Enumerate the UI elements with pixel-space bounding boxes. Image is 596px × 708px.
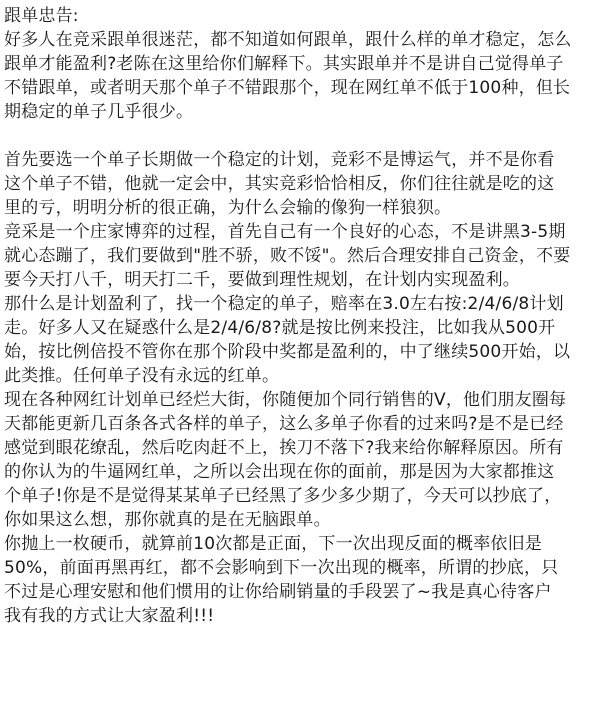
paragraph-6-line-1: 你抛上一枚硬币，就算前10次都是正面，下一次出现反面的概率依旧是 <box>4 534 543 554</box>
paragraph-6-line-3: 不过是心理安慰和他们惯用的让你给刷销量的手段罢了~我是真心待客户 <box>4 582 552 602</box>
paragraph-4-line-4: 此类推。任何单子没有永远的红单。 <box>4 366 280 386</box>
document-title: 跟单忠告: <box>4 6 79 26</box>
paragraph-4-line-1: 那什么是计划盈利了，找一个稳定的单子，赔率在3.0左右按:2/4/6/8计划 <box>4 294 564 314</box>
paragraph-5-line-2: 天都能更新几百条各式各样的单子，这么多单子你看的过来吗?是不是已经 <box>4 414 564 434</box>
paragraph-2-line-2: 这个单子不错，他就一定会中，其实竞彩恰恰相反，你们往往就是吃的这 <box>4 174 555 194</box>
paragraph-1-line-3: 不错跟单，或者明天那个单子不错跟那个，现在网红单不低于100种，但长 <box>4 78 571 98</box>
paragraph-5-line-3: 感觉到眼花缭乱，然后吃肉赶不上，挨刀不落下?我来给你解释原因。所有 <box>4 438 564 458</box>
paragraph-6-line-4: 我有我的方式让大家盈利!!! <box>4 606 215 626</box>
paragraph-2-line-3: 里的亏，明明分析的很正确，为什么会输的像狗一样狼狈。 <box>4 198 452 218</box>
paragraph-3-line-3: 要今天打八千，明天打二千，要做到理性规划，在计划内实现盈利。 <box>4 270 520 290</box>
paragraph-4-line-2: 走。好多人又在疑惑什么是2/4/6/8?就是按比例来投注，比如我从500开 <box>4 318 556 338</box>
paragraph-4-line-3: 始，按比例倍投不管你在那个阶段中奖都是盈利的，中了继续500开始，以 <box>4 342 571 362</box>
paragraph-3-line-2: 就心态蹦了，我们要做到"胜不骄，败不馁"。然后合理安排自己资金，不要 <box>4 246 571 266</box>
paragraph-5-line-5: 个单子!你是不是觉得某某单子已经黑了多少多少期了，今天可以抄底了， <box>4 486 562 506</box>
paragraph-5-line-1: 现在各种网红计划单已经烂大街，你随便加个同行销售的V，他们朋友圈每 <box>4 390 567 410</box>
paragraph-1-line-4: 期稳定的单子几乎很少。 <box>4 102 194 122</box>
paragraph-gap <box>4 124 594 148</box>
paragraph-1-line-1: 好多人在竞采跟单很迷茫，都不知道如何跟单，跟什么样的单才稳定，怎么 <box>4 30 572 50</box>
paragraph-2-line-1: 首先要选一个单子长期做一个稳定的计划，竞彩不是博运气，并不是你看 <box>4 150 555 170</box>
paragraph-5-line-4: 的你认为的牛逼网红单，之所以会出现在你的面前，那是因为大家都推这 <box>4 462 555 482</box>
paragraph-6-line-2: 50%，前面再黑再红，都不会影响到下一次出现的概率，所谓的抄底，只 <box>4 558 559 578</box>
document-body <box>4 4 594 628</box>
paragraph-1-line-2: 跟单才能盈利?老陈在这里给你们解释下。其实跟单并不是讲自己觉得单子 <box>4 54 564 74</box>
paragraph-3-line-1: 竞采是一个庄家博弈的过程，首先自己有一个良好的心态，不是讲黑3-5期 <box>4 222 566 242</box>
paragraph-5-line-6: 你如果这么想，那你就真的是在无脑跟单。 <box>4 510 331 530</box>
